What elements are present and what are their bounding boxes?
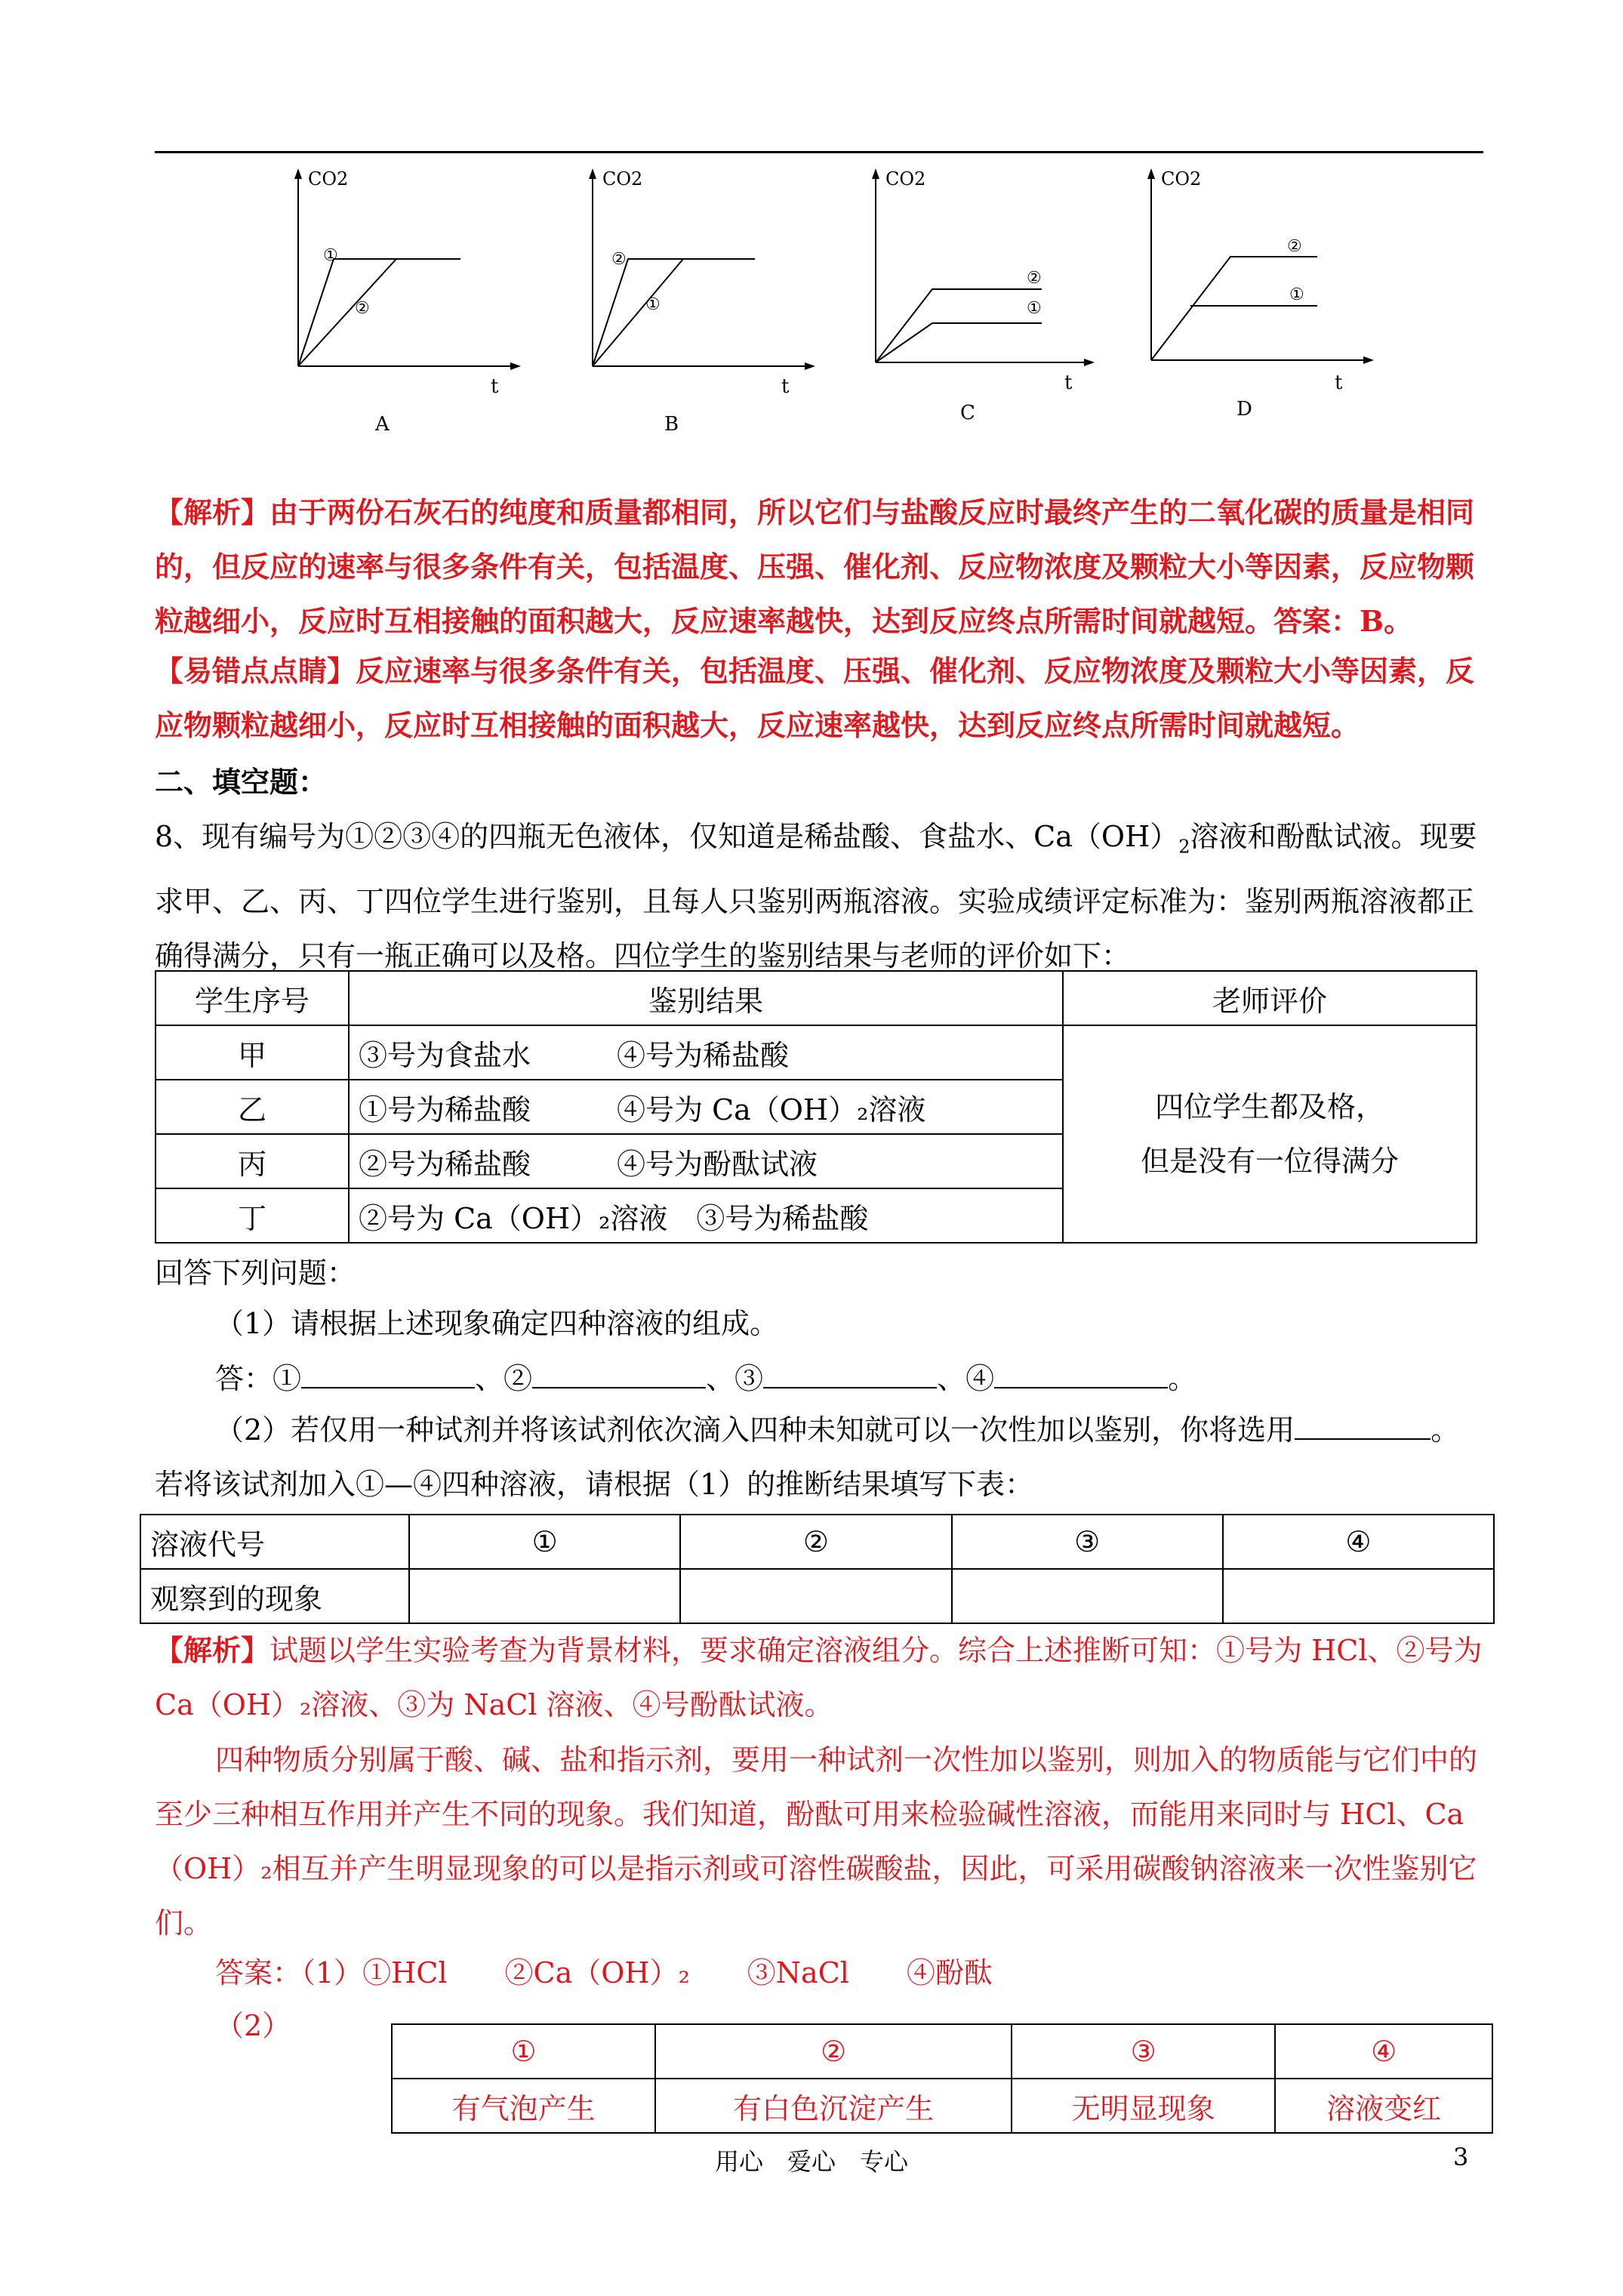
analysis-2-paragraph: [155, 1623, 1483, 1732]
x-axis-label: t: [491, 375, 499, 398]
answer-value-2: 有白色沉淀产生: [655, 2079, 1012, 2133]
answer-header-4: ④: [1275, 2024, 1492, 2079]
tip-paragraph: [155, 644, 1483, 753]
y-axis-label: CO2: [308, 168, 349, 190]
y-axis-label: CO2: [885, 168, 926, 190]
line-label-2: ②: [355, 299, 370, 318]
graph-a: [257, 162, 544, 442]
student-cell: 丁: [156, 1188, 349, 1243]
q8-sub: 2: [1178, 836, 1190, 858]
x-axis-label: t: [1335, 371, 1343, 394]
y-axis-label: CO2: [1161, 168, 1202, 190]
page-footer: 用心 爱心 专心: [714, 2147, 908, 2176]
solution-code-2: ②: [680, 1515, 951, 1569]
answer-value-4: 溶液变红: [1275, 2079, 1492, 2133]
mark-end: 。: [1168, 1362, 1197, 1395]
question-1-answer-line: [215, 1351, 1196, 1406]
analysis-2-label: 【解析】: [155, 1633, 270, 1667]
result-cell: ③号为食盐水 ④号为稀盐酸: [349, 1025, 1063, 1080]
mark-3: 、③: [706, 1362, 764, 1395]
question-2-line-2: 若将该试剂加入①—④四种溶液，请根据（1）的推断结果填写下表：: [155, 1468, 1034, 1501]
observation-cell[interactable]: [680, 1569, 951, 1623]
line-label-1: ①: [1027, 299, 1042, 318]
student-cell: 丙: [156, 1134, 349, 1188]
page-number: 3: [1453, 2143, 1469, 2171]
teacher-comment: [1063, 1025, 1477, 1243]
result-cell: ①号为稀盐酸 ④号为 Ca（OH）₂溶液: [349, 1080, 1063, 1134]
analysis-label: 【解析】: [155, 495, 270, 529]
row-label: 溶液代号: [140, 1515, 409, 1569]
analysis-2-text-2: 四种物质分别属于酸、碱、盐和指示剂，要用一种试剂一次性加以鉴别，则加入的物质能与它们中的至少三种相互作用并产生不同的现象。我们知道，酚酞可用来检验碱性溶液，而能用来同时与 HCl、Ca（OH）₂相互并产生明显现象的可以是指示剂或可溶性碳酸盐，因此，可采用碳酸钠溶液来一次性鉴别它们。: [155, 1743, 1478, 1940]
results-table: [155, 970, 1477, 1244]
answer-header-2: ②: [655, 2024, 1012, 2079]
question-1: （1）请根据上述现象确定四种溶液的组成。: [215, 1307, 779, 1340]
answer-blank-3[interactable]: [763, 1357, 937, 1388]
observation-cell[interactable]: [952, 1569, 1223, 1623]
graph-c: [838, 162, 1125, 442]
x-axis-label: t: [1064, 371, 1073, 394]
line-label-1: ①: [645, 295, 661, 314]
analysis-text: 由于两份石灰石的纯度和质量都相同，所以它们与盐酸反应时最终产生的二氧化碳的质量是相同的，但反应的速率与很多条件有关，包括温度、压强、催化剂、反应物浓度及颗粒大小等因素，反应物颗粒越细小，反应时互相接触的面积越大，反应速率越快，达到反应终点所需时间就越短。答案：B。: [155, 495, 1475, 638]
solution-code-4: ④: [1223, 1515, 1494, 1569]
analysis-paragraph: [155, 485, 1483, 649]
comment-line-2: 但是没有一位得满分: [1140, 1145, 1399, 1178]
answer-header-1: ①: [392, 2024, 655, 2079]
answer-blank-4[interactable]: [994, 1357, 1168, 1388]
observation-table: [140, 1514, 1495, 1624]
reagent-blank[interactable]: [1295, 1408, 1431, 1440]
answers-label-2: （2）: [215, 2009, 291, 2042]
header-comment: 老师评价: [1063, 971, 1477, 1025]
question-2: [215, 1403, 1459, 1457]
student-cell: 乙: [156, 1080, 349, 1134]
header-student: 学生序号: [156, 971, 349, 1025]
observation-cell[interactable]: [1223, 1569, 1494, 1623]
mark-1: ①: [273, 1362, 302, 1395]
student-cell: 甲: [156, 1025, 349, 1080]
graph-b: [551, 162, 838, 442]
comment-line-1: 四位学生都及格，: [1154, 1090, 1384, 1123]
line-label-2: ②: [611, 250, 627, 269]
section-heading: 二、填空题：: [155, 765, 328, 799]
question-8: [155, 809, 1483, 983]
mark-4: 、④: [937, 1362, 995, 1395]
line-label-2: ②: [1027, 269, 1042, 288]
panel-label: B: [664, 413, 679, 436]
header-rule: [155, 151, 1483, 153]
answers-line-1: 答案：（1）①HCl ②Ca（OH）₂ ③NaCl ④酚酞: [215, 1956, 993, 1989]
tip-text: 反应速率与很多条件有关，包括温度、压强、催化剂、反应物浓度及颗粒大小等因素，反应物颗粒越细小，反应时互相接触的面积越大，反应速率越快，达到反应终点所需时间就越短。: [155, 654, 1475, 742]
panel-label: C: [960, 402, 975, 424]
observation-cell[interactable]: [409, 1569, 680, 1623]
panel-label: D: [1236, 398, 1252, 421]
analysis-2-paragraph-2: [155, 1733, 1483, 1950]
answer-value-1: 有气泡产生: [392, 2079, 655, 2133]
graph-d: [1117, 162, 1404, 442]
line-label-1: ①: [323, 246, 338, 265]
answer-intro: 回答下列问题：: [155, 1256, 356, 1290]
q8-text-1: 8、现有编号为①②③④的四瓶无色液体，仅知道是稀盐酸、食盐水、Ca（OH）: [155, 820, 1179, 853]
line-label-1: ①: [1289, 285, 1304, 304]
panel-label: A: [375, 413, 390, 436]
row-label: 观察到的现象: [140, 1569, 409, 1623]
result-cell: ②号为稀盐酸 ④号为酚酞试液: [349, 1134, 1063, 1188]
tip-label: 【易错点点睛】: [155, 654, 356, 688]
q8-text-2: 溶液和酚酞试液。现要求甲、乙、丙、丁四位学生进行鉴别，且每人只鉴别两瓶溶液。实验成绩评定标准为：鉴别两瓶溶液都正确得满分，只有一瓶正确可以及格。四位学生的鉴别结果与老师的评价如下：: [155, 820, 1477, 972]
solution-code-1: ①: [409, 1515, 680, 1569]
answer-blank-1[interactable]: [301, 1357, 475, 1388]
result-cell: ②号为 Ca（OH）₂溶液 ③号为稀盐酸: [349, 1188, 1063, 1243]
header-result: 鉴别结果: [349, 971, 1063, 1025]
line-label-2: ②: [1287, 237, 1302, 256]
solution-code-3: ③: [952, 1515, 1223, 1569]
mark-2: 、②: [475, 1362, 533, 1395]
answer-blank-2[interactable]: [532, 1357, 706, 1388]
answers-table: [391, 2023, 1493, 2134]
q2-text: （2）若仅用一种试剂并将该试剂依次滴入四种未知就可以一次性加以鉴别，你将选用: [215, 1413, 1295, 1447]
answer-header-3: ③: [1012, 2024, 1275, 2079]
analysis-2-text: 试题以学生实验考查为背景材料，要求确定溶液组分。综合上述推断可知：①号为 HCl、②号为 Ca（OH）₂溶液、③为 NaCl 溶液、④号酚酞试液。: [155, 1634, 1483, 1721]
y-axis-label: CO2: [602, 168, 643, 190]
answer-prefix: 答：: [215, 1362, 273, 1395]
q2-end: 。: [1431, 1413, 1460, 1447]
x-axis-label: t: [781, 375, 790, 398]
answer-value-3: 无明显现象: [1012, 2079, 1275, 2133]
